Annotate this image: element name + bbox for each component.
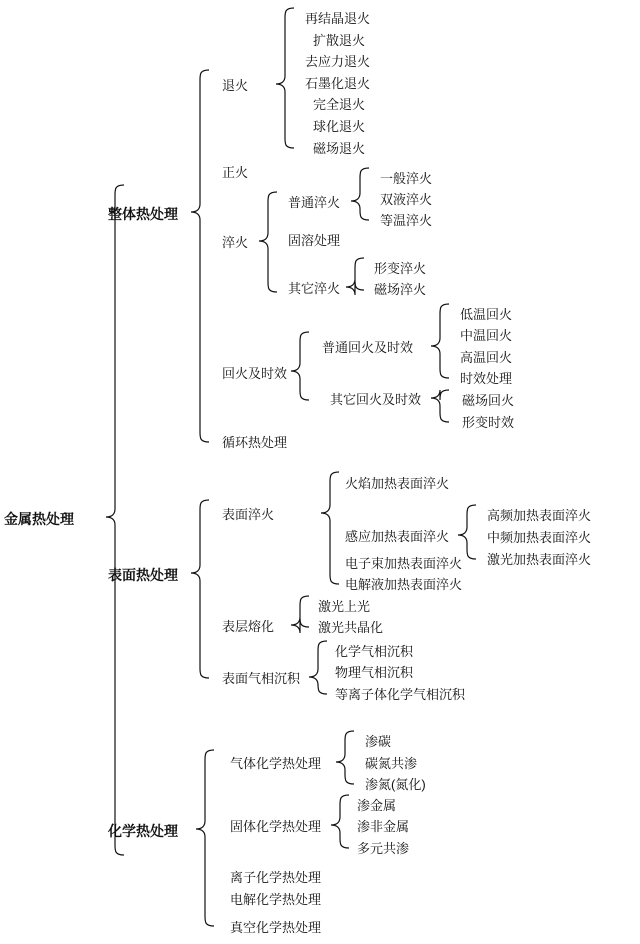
tree-node-label: 激光共晶化 [318,620,384,635]
gas-chem-brace [336,731,354,784]
quench-brace [259,192,277,292]
tree-node-label: 物理气相沉积 [335,665,414,680]
tree-node-label: 中温回火 [460,328,513,343]
tree-node-label: 双液淬火 [380,192,433,207]
root-brace [106,185,124,855]
induction-brace [458,505,476,559]
tree-node-label: 磁场退火 [313,141,366,156]
tree-node-label: 化学热处理 [108,823,178,839]
temper-brace [291,332,309,400]
tree-node-label: 循环热处理 [222,435,288,450]
tree-root-label: 金属热处理 [4,511,74,527]
tree-node-label: 表面热处理 [108,567,178,583]
tree-node-label: 表面气相沉积 [222,671,301,686]
tree-node-label: 多元共渗 [357,841,410,856]
tree-node-label: 普通回火及时效 [322,340,414,355]
tree-node-label: 退火 [222,78,249,93]
tree-node-label: 一般淬火 [380,171,433,186]
tree-node-label: 淬火 [222,235,249,250]
vapor-deposit-brace [309,641,327,694]
tree-node-label: 低温回火 [460,307,513,322]
surface-melt-brace [291,596,309,633]
tree-node-label: 回火及时效 [222,366,288,381]
tree-node-label: 中频加热表面淬火 [487,530,592,545]
tree-node-label: 高温回火 [460,350,513,365]
tree-node-label: 表层熔化 [222,619,275,634]
tree-node-label: 电解液加热表面淬火 [345,577,463,592]
tree-node-label: 火焰加热表面淬火 [345,476,450,491]
whole-heat-brace [191,70,209,442]
tree-node-label: 再结晶退火 [305,11,371,26]
tree-node-label: 高频加热表面淬火 [487,508,592,523]
common-temper-brace [431,304,449,378]
tree-node-label: 等离子体化学气相沉积 [335,687,466,702]
tree-node-label: 渗金属 [357,798,397,813]
tree-node-label: 完全退火 [313,97,366,112]
tree-node-label: 其它淬火 [288,281,341,296]
tree-node-label: 激光上光 [318,599,371,614]
tree-node-label: 化学气相沉积 [335,644,414,659]
tree-node-label: 电子束加热表面淬火 [345,556,463,571]
tree-node-label: 电解化学热处理 [230,892,322,907]
other-quench-brace [346,258,364,295]
tree-node-label: 普通淬火 [288,195,341,210]
tree-node-label: 石墨化退火 [305,76,371,91]
tree-node-label: 去应力退火 [305,54,371,69]
tree-node-label: 离子化学热处理 [230,870,322,885]
tree-node-label: 固体化学热处理 [230,819,322,834]
tree-node-label: 时效处理 [460,371,513,386]
tree-node-label: 表面淬火 [222,507,275,522]
tree-node-label: 形变淬火 [374,261,427,276]
tree-node-label: 正火 [222,165,249,180]
tree-node-label: 磁场淬火 [374,282,427,297]
tree-node-label: 气体化学热处理 [230,756,322,771]
chemical-heat-brace [196,750,214,926]
tree-node-label: 真空化学热处理 [230,920,322,935]
tree-node-label: 磁场回火 [462,393,515,408]
tree-node-label: 整体热处理 [108,206,178,222]
tree-node-label: 形变时效 [462,415,515,430]
tree-node-label: 激光加热表面淬火 [487,552,592,567]
solid-chem-brace [331,795,349,848]
annealing-brace [276,8,294,148]
tree-node-label: 固溶处理 [288,233,341,248]
tree-node-label: 等温淬火 [380,213,433,228]
tree-node-label: 碳氮共渗 [365,756,418,771]
tree-node-label: 其它回火及时效 [330,392,422,407]
common-quench-brace [351,168,369,220]
tree-node-label: 感应加热表面淬火 [345,529,450,544]
tree-node-label: 渗氮(氮化) [365,777,426,792]
tree-node-label: 渗碳 [365,734,392,749]
surface-heat-brace [191,500,209,678]
other-temper-brace [431,390,449,422]
tree-node-label: 扩散退火 [313,33,366,48]
tree-node-label: 球化退火 [313,119,366,134]
tree-node-label: 渗非金属 [357,819,410,834]
surface-quench-brace [321,472,339,584]
